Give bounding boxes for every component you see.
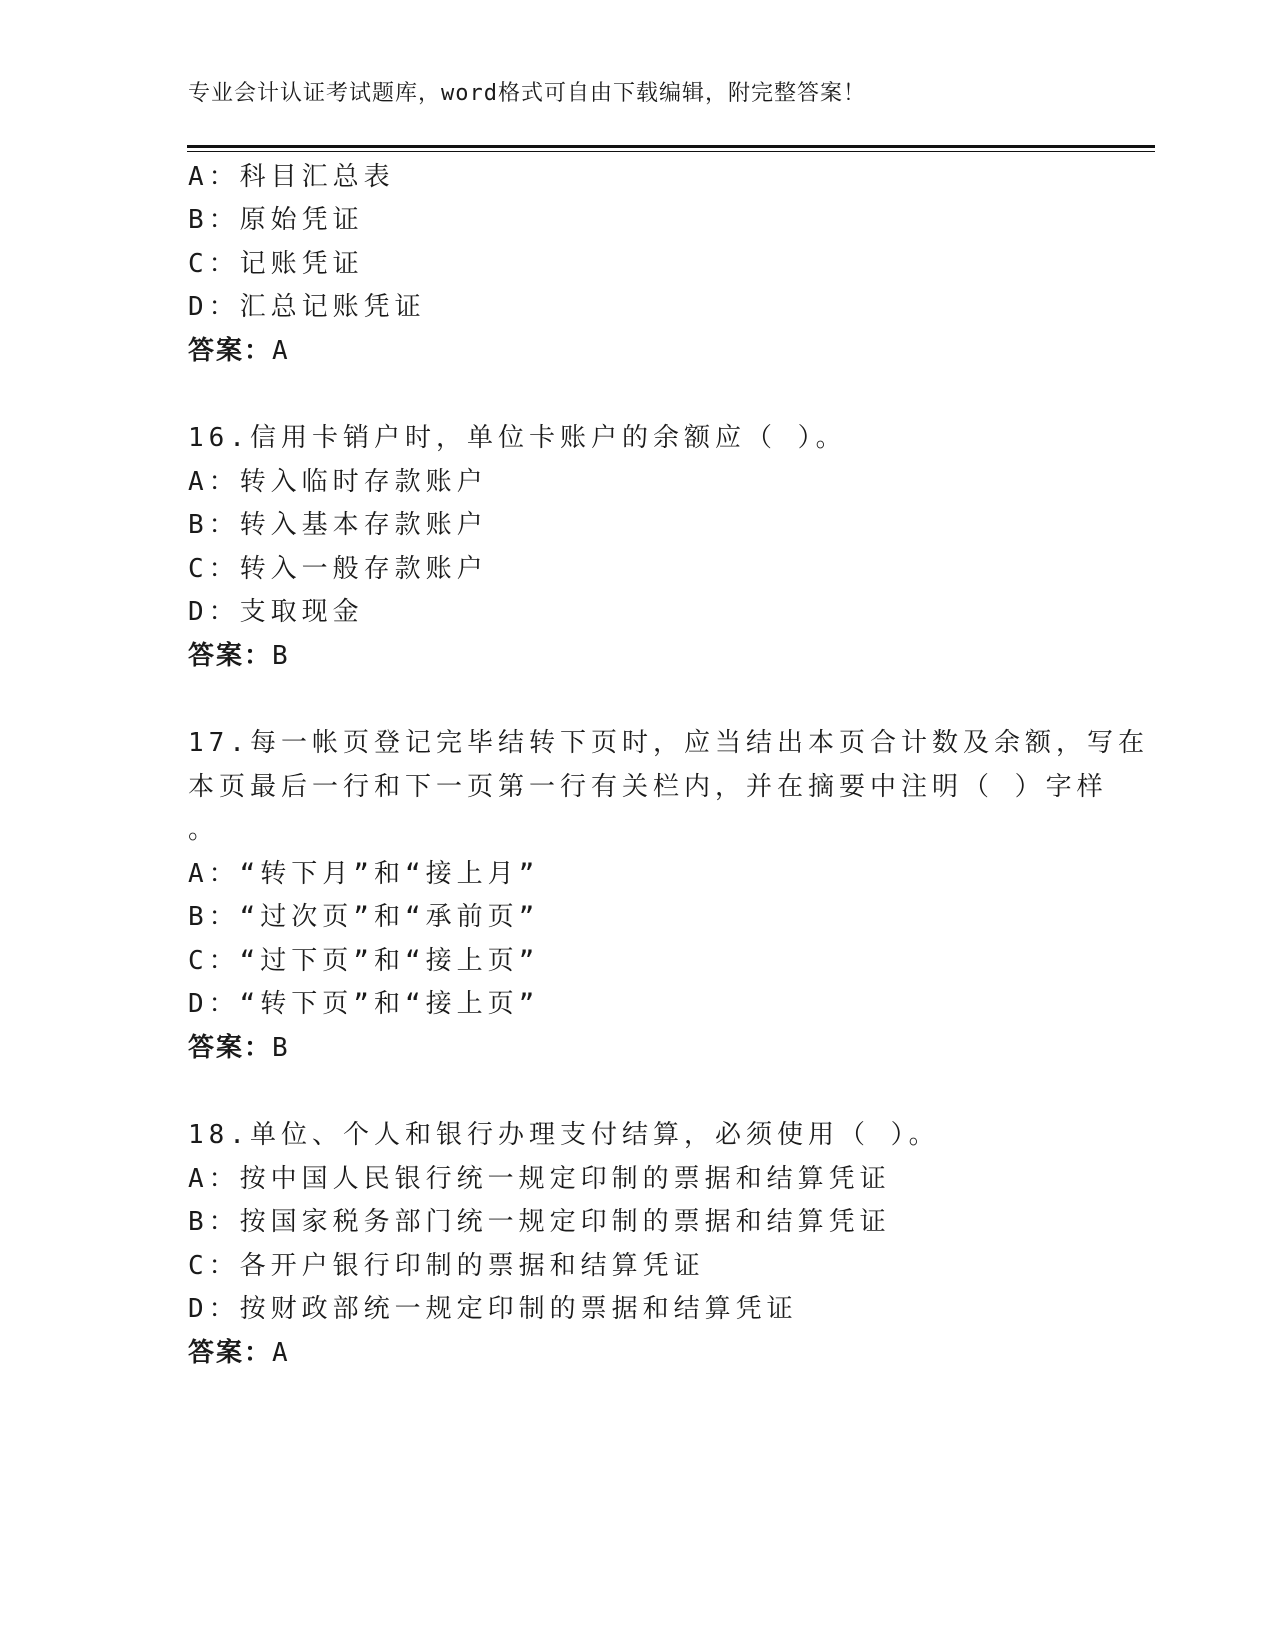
q18-answer-value: A — [272, 1338, 290, 1368]
q15-option-b: B：原始凭证 — [188, 205, 364, 235]
q18-option-d: D：按财政部统一规定印制的票据和结算凭证 — [188, 1294, 798, 1324]
q15-answer — [188, 335, 290, 367]
q16-answer-value: B — [272, 641, 290, 671]
q18-stem: 18.单位、个人和银行办理支付结算，必须使用（ ）。 — [188, 1120, 940, 1150]
q17-answer-label: 答案： — [188, 1033, 273, 1063]
q16-answer — [188, 640, 290, 672]
page-header: 专业会计认证考试题库，word格式可自由下载编辑，附完整答案！ — [188, 81, 866, 106]
q18-option-a: A：按中国人民银行统一规定印制的票据和结算凭证 — [188, 1164, 891, 1194]
q18-answer — [188, 1337, 290, 1369]
header-rule-thin — [187, 151, 1155, 152]
q16-answer-label: 答案： — [188, 641, 273, 671]
q17-stem-line-1: 17.每一帐页登记完毕结转下页时，应当结出本页合计数及余额，写在 — [188, 728, 1149, 758]
q15-option-a: A：科目汇总表 — [188, 162, 395, 192]
q17-option-c: C：“过下页”和“接上页” — [188, 946, 540, 976]
q17-answer — [188, 1032, 290, 1064]
q16-option-d: D：支取现金 — [188, 597, 364, 627]
q16-option-c: C：转入一般存款账户 — [188, 554, 488, 584]
q17-option-a: A：“转下月”和“接上月” — [188, 859, 540, 889]
q16-stem: 16.信用卡销户时，单位卡账户的余额应（ ）。 — [188, 423, 847, 453]
q17-stem-line-2: 本页最后一行和下一页第一行有关栏内，并在摘要中注明（ ）字样 — [188, 772, 1108, 802]
q17-stem-line-3: 。 — [188, 815, 220, 845]
q15-answer-label: 答案： — [188, 336, 273, 366]
q18-answer-label: 答案： — [188, 1338, 273, 1368]
header-rule-thick — [187, 145, 1155, 148]
q18-option-c: C：各开户银行印制的票据和结算凭证 — [188, 1251, 705, 1281]
q15-option-d: D：汇总记账凭证 — [188, 292, 426, 322]
q15-option-c: C：记账凭证 — [188, 249, 364, 279]
q17-answer-value: B — [272, 1033, 290, 1063]
q16-option-b: B：转入基本存款账户 — [188, 510, 488, 540]
q17-option-b: B：“过次页”和“承前页” — [188, 902, 540, 932]
q16-option-a: A：转入临时存款账户 — [188, 467, 488, 497]
q18-option-b: B：按国家税务部门统一规定印制的票据和结算凭证 — [188, 1207, 891, 1237]
q15-answer-value: A — [272, 336, 290, 366]
q17-option-d: D：“转下页”和“接上页” — [188, 989, 540, 1019]
